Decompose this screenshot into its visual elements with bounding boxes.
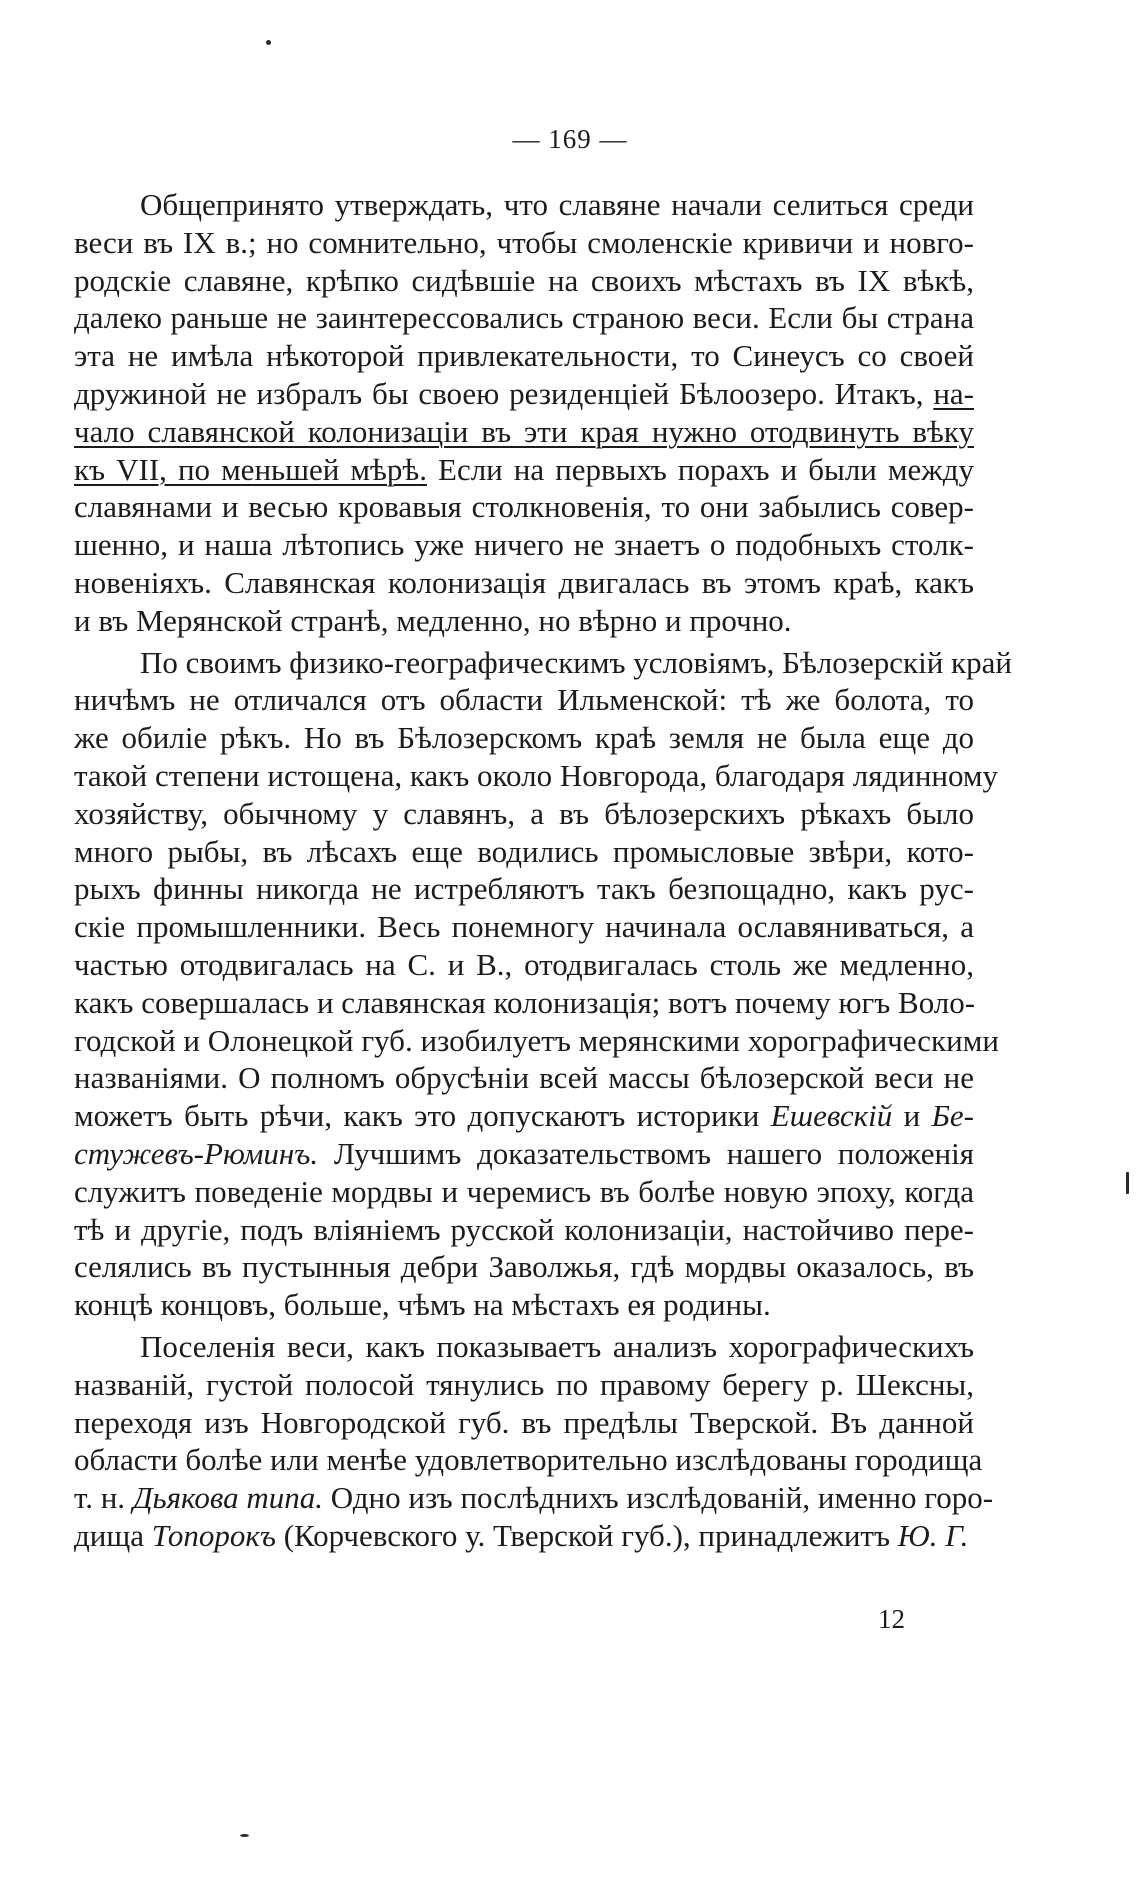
text-line [74,795,974,833]
paragraph [74,644,1012,1324]
page-number: — 169 — [512,124,628,154]
scan-speck [1126,1172,1129,1194]
signature-mark: 12 [878,1604,905,1634]
text-line [74,299,974,337]
text-run: какъ совершалась и славянская колонизація; вотъ почему югъ Воло- [74,984,976,1020]
text-run: можетъ быть рѣчи, какъ это допускаютъ историки [74,1098,771,1134]
paragraph [74,1328,994,1555]
text-run: частью отодвигалась на С. и В., отодвигалась столь же медленно, [74,946,974,982]
text-line [74,1022,999,1060]
text-run: (Корчевского у. Тверской губ.), принадлежитъ [275,1517,898,1553]
text-run: и [892,1098,932,1134]
text-run: дища [74,1517,152,1553]
body-text [74,186,1012,1555]
text-run: далеко раньше не заинтерессовались страною веси. Если бы страна [74,300,974,336]
text-line [74,602,974,640]
text-line [74,262,974,300]
text-run: дружиной не избралъ бы своею резиденціей Бѣлоозеро. Итакъ, [74,375,934,411]
text-run: шенно, и наша лѣтопись уже ничего не знаетъ о подобныхъ столк- [74,527,974,563]
text-line [74,908,974,946]
text-line [74,1248,974,1286]
underlined-text: на- [933,375,974,411]
text-run: служитъ поведеніе мордвы и черемисъ въ болѣе новую эпоху, когда [74,1173,974,1209]
text-line [74,1286,974,1324]
text-line [74,1366,974,1404]
text-run: эта не имѣла нѣкоторой привлекательности, то Синеусъ со своей [74,338,974,374]
text-run: концѣ концовъ, больше, чѣмъ на мѣстахъ ея родины. [74,1287,771,1323]
text-line [74,644,1012,682]
text-line [74,946,974,984]
text-line [74,413,974,451]
italic-text: Ешевскій [770,1098,893,1134]
text-run: такой степени истощена, какъ около Новгорода, благодаря лядинному [74,757,999,793]
text-run: переходя изъ Новгородской губ. въ предѣлы Тверской. Въ данной [74,1404,974,1440]
text-line [74,337,974,375]
text-line [74,984,974,1022]
text-run: годской и Олонецкой губ. изобилуетъ мерянскими хорографическими [74,1022,999,1058]
text-run: Общепринято утверждать, что славяне начали селиться среди [140,187,974,222]
text-run: Если на первыхъ порахъ и были между [426,451,974,487]
text-line [74,1441,983,1479]
text-run: названій, густой полосой тянулись по правому берегу р. Шексны, [74,1366,974,1402]
scan-speck [240,1834,249,1837]
text-line [74,681,974,719]
text-line [74,526,974,564]
text-run: По своимъ физико-географическимъ условіямъ, Бѣлозерскій край [140,644,1012,680]
italic-text: Бе- [931,1098,975,1134]
text-run: тѣ и другіе, подъ вліяніемъ русской колонизаціи, настойчиво пере- [74,1211,974,1247]
text-line [74,719,974,757]
scan-speck [266,40,271,45]
text-run: много рыбы, въ лѣсахъ еще водились промысловые звѣри, кото- [74,833,974,869]
text-line [74,1211,974,1249]
underlined-text: къ VII, по меньшей мѣрѣ. [74,451,427,487]
text-line [74,1404,974,1442]
italic-text: Дьякова типа. [132,1480,324,1516]
text-line [74,833,974,871]
underlined-text: чало славянской колонизаціи въ эти края нужно отодвинуть вѣку [74,413,974,449]
text-line [74,451,974,489]
text-run: веси въ IX в.; но сомнительно, чтобы смоленскіе кривичи и новго- [74,224,974,260]
text-run: Лучшимъ доказательствомъ нашего положенія [318,1135,974,1171]
text-run: ничѣмъ не отличался отъ области Ильменской: тѣ же болота, то [74,682,974,718]
paragraph [74,186,974,640]
text-line [74,564,974,602]
text-line [74,1328,974,1366]
text-run: рыхъ финны никогда не истребляютъ такъ безпощадно, какъ рус- [74,871,974,907]
text-run: селялись въ пустынныя дебри Заволжья, гдѣ мордвы оказалось, въ [74,1249,974,1285]
text-run: названіями. О полномъ обрусѣніи всей массы бѣлозерской веси не [74,1060,974,1096]
text-run: новеніяхъ. Славянская колонизація двигалась въ этомъ краѣ, какъ [74,564,974,600]
text-line [74,1479,994,1517]
text-line [74,1059,974,1097]
text-run: славянами и весью кровавыя столкновенія, то они забылись совер- [74,489,974,525]
italic-text: Топорокъ [151,1517,276,1553]
text-line [74,1173,974,1211]
text-run: же обиліе рѣкъ. Но въ Бѣлозерскомъ краѣ земля не была еще до [74,720,974,756]
text-run: т. н. [74,1480,133,1516]
text-line [74,757,999,795]
text-run: Одно изъ послѣднихъ изслѣдованій, именно горо- [323,1480,994,1516]
text-line [74,186,974,224]
text-run: области болѣе или менѣе удовлетворительно изслѣдованы городища [74,1442,983,1478]
text-run: родскіе славяне, крѣпко сидѣвшіе на своихъ мѣстахъ въ IX вѣкѣ, [74,262,974,298]
text-run: хозяйству, обычному у славянъ, а въ бѣлозерскихъ рѣкахъ было [74,795,974,831]
text-line [74,1097,974,1135]
italic-text: Ю. Г. [897,1517,969,1553]
text-line [74,224,974,262]
text-line [74,375,974,413]
text-line [74,488,974,526]
text-line [74,1517,974,1555]
text-run: и въ Мерянской странѣ, медленно, но вѣрно и прочно. [74,602,792,638]
italic-text: стужевъ-Рюминъ. [74,1135,319,1171]
text-line [74,1135,974,1173]
text-line [74,870,974,908]
text-run: Поселенія веси, какъ показываетъ анализъ хорографическихъ [140,1328,974,1364]
text-run: скіе промышленники. Весь понемногу начинала ославяниваться, а [74,909,974,945]
